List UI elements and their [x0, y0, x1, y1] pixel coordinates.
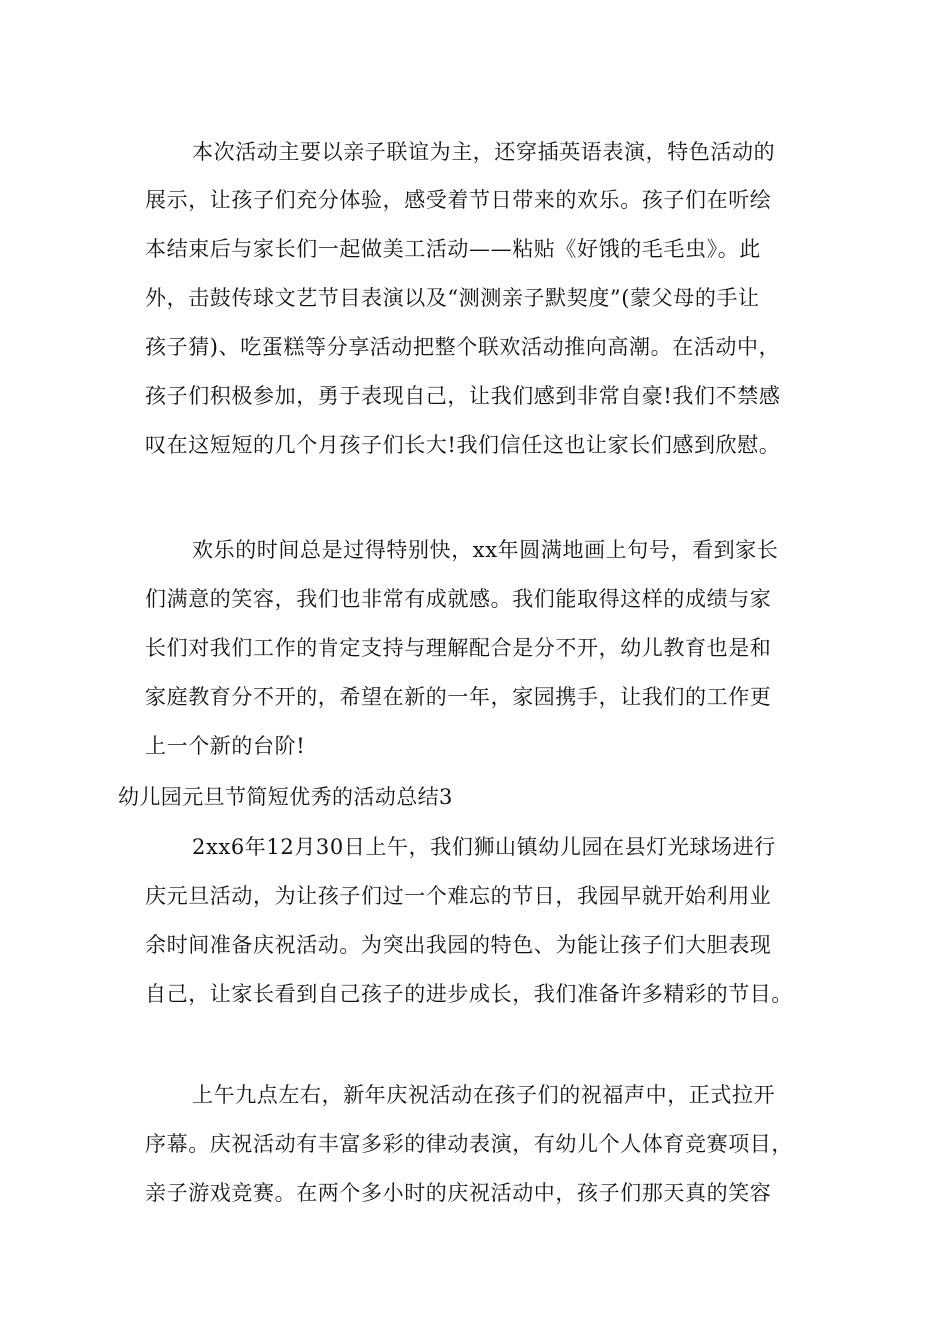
paragraph-line: 2xx6年12月30日上午，我们狮山镇幼儿园在县灯光球场进行	[192, 835, 776, 859]
paragraph-line: 长们对我们工作的肯定支持与理解配合是分不开，幼儿教育也是和	[145, 636, 772, 660]
paragraph-line: 序幕。庆祝活动有丰富多彩的律动表演，有幼儿个人体育竞赛项目，	[145, 1132, 793, 1156]
paragraph-line: 上午九点左右，新年庆祝活动在孩子们的祝福声中，正式拉开	[192, 1083, 776, 1107]
paragraph-line: 孩子们积极参加，勇于表现自己，让我们感到非常自豪!我们不禁感	[145, 384, 781, 408]
paragraph-line: 叹在这短短的几个月孩子们长大!我们信任这也让家长们感到欣慰。	[145, 433, 781, 457]
paragraph-line: 们满意的笑容，我们也非常有成就感。我们能取得这样的成绩与家	[145, 587, 772, 611]
paragraph-line: 外，击鼓传球文艺节目表演以及“测测亲子默契度”(蒙父母的手让	[145, 286, 760, 310]
section-heading: 幼儿园元旦节简短优秀的活动总结3	[118, 785, 453, 809]
paragraph-line: 亲子游戏竞赛。在两个多小时的庆祝活动中，孩子们那天真的笑容	[145, 1181, 772, 1205]
paragraph-line: 欢乐的时间总是过得特别快，xx年圆满地画上句号，看到家长	[192, 538, 779, 562]
paragraph-line: 展示，让孩子们充分体验，感受着节日带来的欢乐。孩子们在听绘	[145, 188, 772, 212]
paragraph-line: 孩子猜)、吃蛋糕等分享活动把整个联欢活动推向高潮。在活动中，	[145, 335, 781, 359]
paragraph-line: 庆元旦活动，为让孩子们过一个难忘的节日，我园早就开始利用业	[145, 884, 772, 908]
paragraph-line: 本结束后与家长们一起做美工活动——粘贴《好饿的毛毛虫》。此	[145, 237, 761, 261]
paragraph-line: 自己，让家长看到自己孩子的进步成长，我们准备许多精彩的节目。	[145, 982, 793, 1006]
paragraph-line: 家庭教育分不开的，希望在新的一年，家园携手，让我们的工作更	[145, 685, 772, 709]
paragraph-line: 本次活动主要以亲子联谊为主，还穿插英语表演，特色活动的	[192, 140, 776, 164]
paragraph-line: 余时间准备庆祝活动。为突出我园的特色、为能让孩子们大胆表现	[145, 933, 772, 957]
paragraph-line: 上一个新的台阶!	[145, 734, 306, 758]
